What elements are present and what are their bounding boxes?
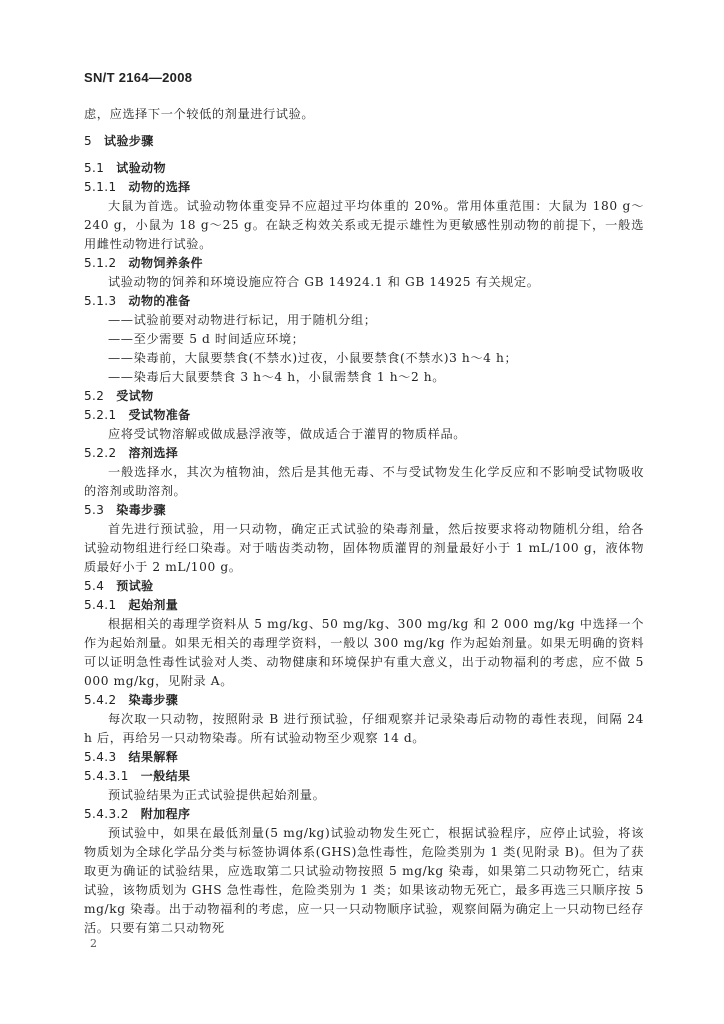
- section-5-1-1-heading: [84, 178, 644, 197]
- section-5-2-1-text: 应将受试物溶解或做成悬浮液等，做成适合于灌胃的物质样品。: [108, 427, 467, 441]
- section-title: 试验动物: [116, 161, 166, 175]
- list-item: ——至少需要 5 d 时间适应环境；: [108, 332, 305, 346]
- section-title: 受试物: [116, 389, 154, 403]
- section-number: 5.1.2: [84, 256, 117, 270]
- section-5-1-2-heading: [84, 254, 644, 273]
- section-title: 预试验: [116, 579, 154, 593]
- section-5-4-heading: [84, 577, 644, 596]
- section-5-4-3-2-text: 预试验中，如果在最低剂量(5 mg/kg)试验动物发生死亡，根据试验程序，应停止试验，将该物质划为全球化学品分类与标签协调体系(GHS)急性毒性，危险类别为 1 类(见附录 B)。但为了获取更为确证的试验结果，应选取第二只试验动物按照 5 mg/kg 染毒，如果第二只动物死亡，结束试验，该物质划为 GHS 急性毒性，危险类别为 1 类；如果该动物无死亡，最多再选三只顺序按 5 mg/kg 染毒。出于动物福利的考虑，应一只一只动物顺序试验，观察间隔为确定上一只动物已经存活。只要有第二只动物死: [84, 826, 644, 935]
- section-5-3-heading: [84, 501, 644, 520]
- section-5-2-2-heading: [84, 444, 644, 463]
- section-title: 结果解释: [128, 750, 179, 764]
- section-number: 5.4.3.1: [84, 769, 129, 783]
- section-number: 5.1.1: [84, 180, 117, 194]
- section-title: 附加程序: [140, 807, 191, 821]
- standard-code: SN/T 2164—2008: [84, 70, 193, 85]
- section-5-heading: [84, 132, 644, 151]
- section-number: 5.4.3.2: [84, 807, 129, 821]
- section-5-4-1-heading: [84, 596, 644, 615]
- continuation-paragraph: 虑，应选择下一个较低的剂量进行试验。: [84, 107, 315, 121]
- section-title: 起始剂量: [128, 598, 179, 612]
- section-title: 动物的准备: [128, 294, 191, 308]
- document-body: [84, 105, 644, 938]
- section-number: 5.4.3: [84, 750, 117, 764]
- section-title: 一般结果: [140, 769, 191, 783]
- section-5-1-1-text: 大鼠为首选。试验动物体重变异不应超过平均体重的 20%。常用体重范围：大鼠为 180 g～240 g，小鼠为 18 g～25 g。在缺乏构效关系或无提示雄性为更敏感性别动物的前提下，一般选用雌性动物进行试验。: [84, 199, 644, 251]
- section-5-4-3-heading: [84, 748, 644, 767]
- section-5-4-3-2-heading: [84, 805, 644, 824]
- list-item: ——染毒前，大鼠要禁食(不禁水)过夜，小鼠要禁食(不禁水)3 h～4 h；: [108, 351, 518, 365]
- section-title: 试验步骤: [104, 134, 154, 148]
- section-title: 受试物准备: [128, 408, 191, 422]
- section-5-4-2-heading: [84, 691, 644, 710]
- section-number: 5.4.2: [84, 693, 117, 707]
- section-5-4-2-text: 每次取一只动物，按照附录 B 进行预试验，仔细观察并记录染毒后动物的毒性表现，间隔 24 h 后，再给另一只动物染毒。所有试验动物至少观察 14 d。: [84, 712, 644, 745]
- page-number: 2: [90, 937, 97, 950]
- section-5-4-3-1-heading: [84, 767, 644, 786]
- section-5-1-2-text: 试验动物的饲养和环境设施应符合 GB 14924.1 和 GB 14925 有关规定。: [108, 275, 540, 289]
- section-5-3-text: 首先进行预试验，用一只动物，确定正式试验的染毒剂量，然后按要求将动物随机分组，给各试验动物组进行经口染毒。对于啮齿类动物，固体物质灌胃的剂量最好小于 1 mL/100 g，液体物质最好小于 2 mL/100 g。: [84, 522, 644, 574]
- list-item: ——试验前要对动物进行标记，用于随机分组；: [108, 313, 377, 327]
- section-title: 染毒步骤: [128, 693, 179, 707]
- section-number: 5.2: [84, 389, 105, 403]
- section-number: 5.3: [84, 503, 105, 517]
- section-title: 动物饲养条件: [128, 256, 203, 270]
- section-title: 染毒步骤: [116, 503, 166, 517]
- section-5-1-heading: [84, 159, 644, 178]
- section-5-4-3-1-text: 预试验结果为正式试验提供起始剂量。: [108, 788, 326, 802]
- section-number: 5: [84, 134, 93, 148]
- section-number: 5.2.1: [84, 408, 117, 422]
- section-5-1-3-heading: [84, 292, 644, 311]
- section-number: 5.4.1: [84, 598, 117, 612]
- section-number: 5.4: [84, 579, 105, 593]
- section-number: 5.1.3: [84, 294, 117, 308]
- section-title: 动物的选择: [128, 180, 191, 194]
- section-5-2-heading: [84, 387, 644, 406]
- section-title: 溶剂选择: [128, 446, 179, 460]
- section-5-2-2-text: 一般选择水，其次为植物油，然后是其他无毒、不与受试物发生化学反应和不影响受试物吸收的溶剂或助溶剂。: [84, 465, 644, 498]
- section-number: 5.2.2: [84, 446, 117, 460]
- section-5-2-1-heading: [84, 406, 644, 425]
- section-number: 5.1: [84, 161, 105, 175]
- list-item: ——染毒后大鼠要禁食 3 h～4 h，小鼠需禁食 1 h～2 h。: [108, 370, 446, 384]
- section-5-4-1-text: 根据相关的毒理学资料从 5 mg/kg、50 mg/kg、300 mg/kg 和 2 000 mg/kg 中选择一个作为起始剂量。如果无相关的毒理学资料，一般以 300 mg/kg 作为起始剂量。如果无明确的资料可以证明急性毒性试验对人类、动物健康和环境保护有重大意义，出于动物福利的考虑，应不做 5 000 mg/kg，见附录 A。: [84, 617, 644, 688]
